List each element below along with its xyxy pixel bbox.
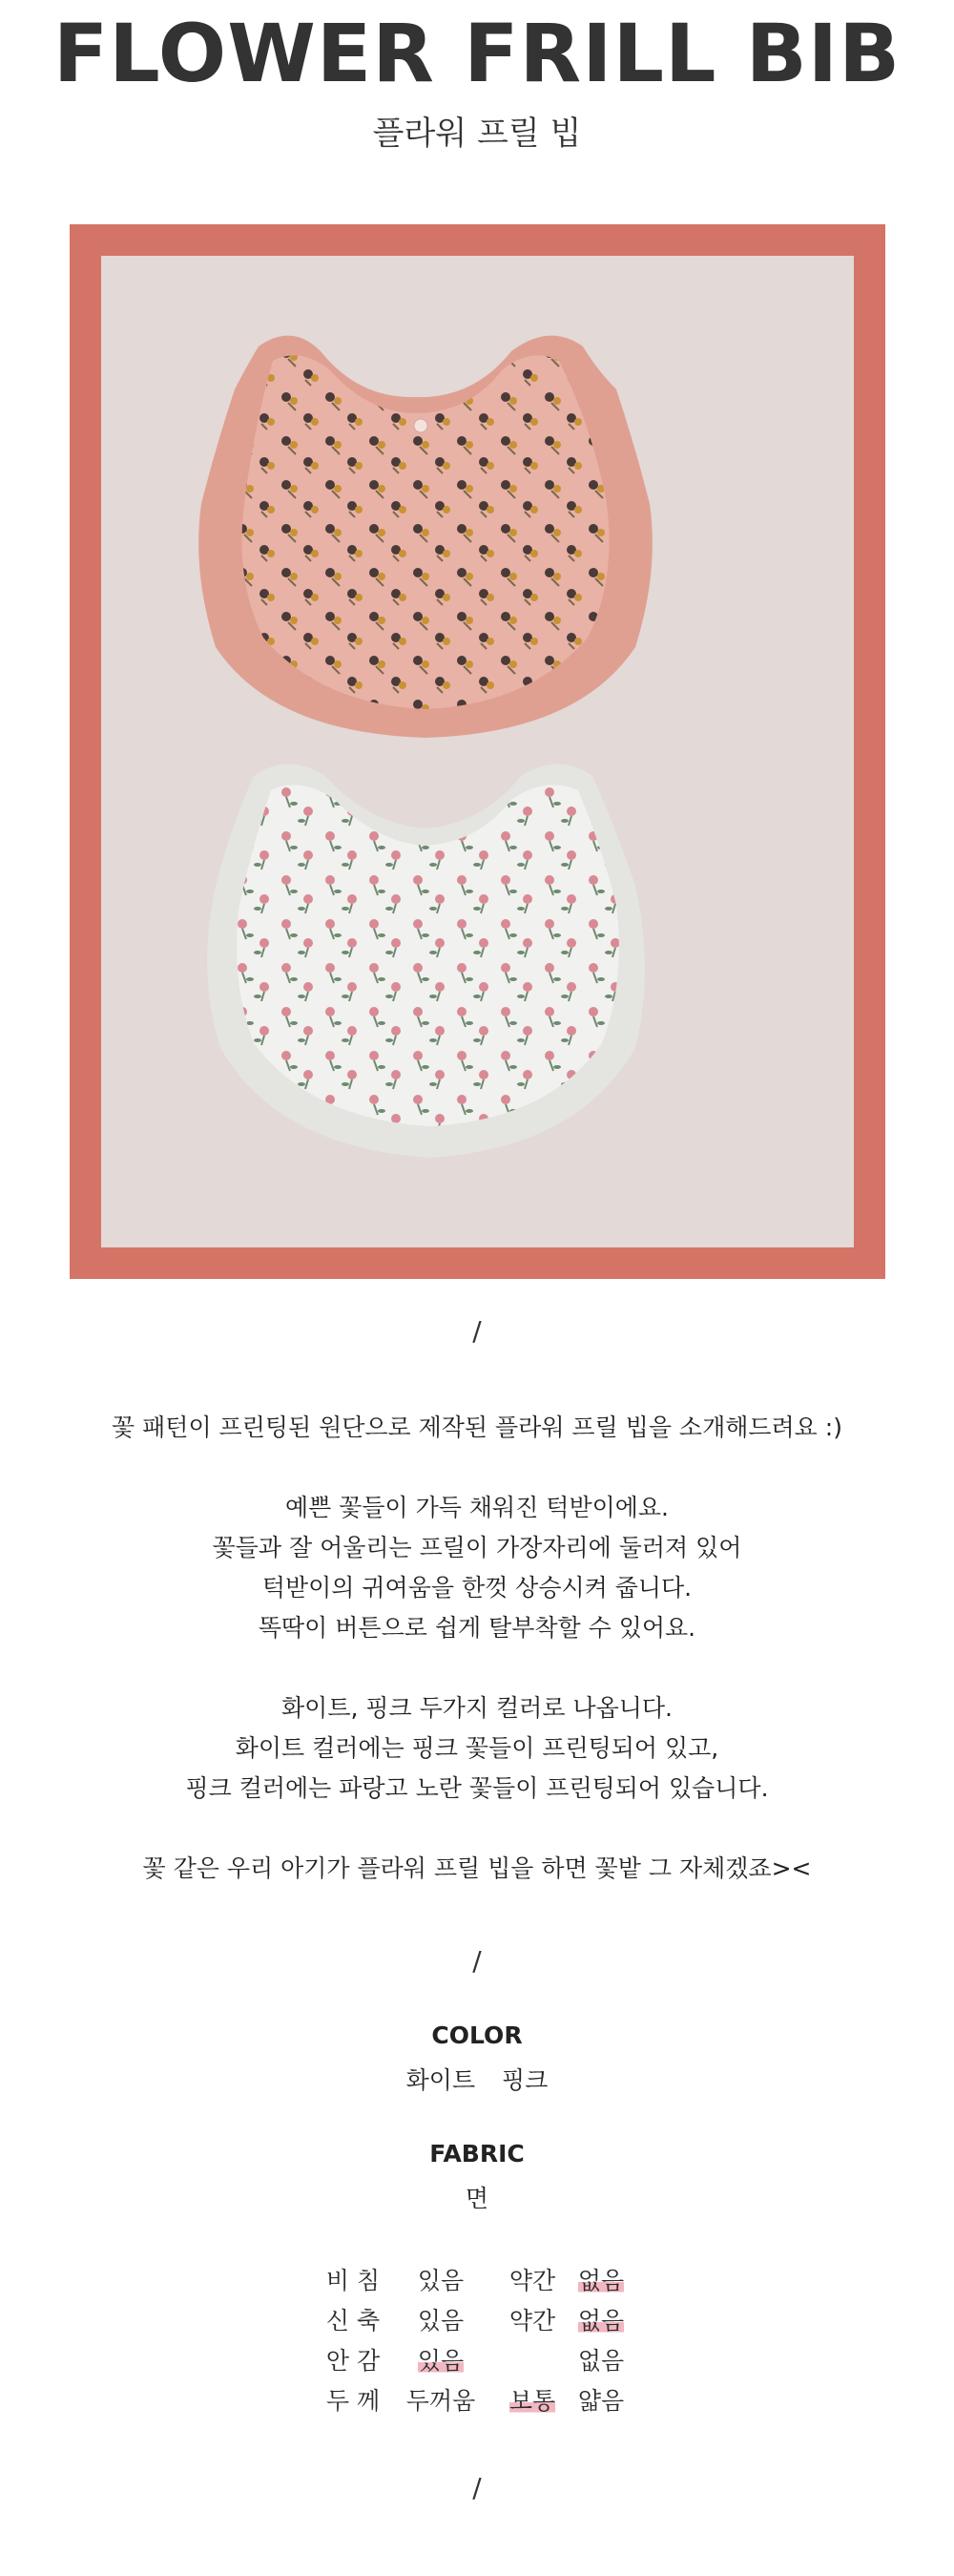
grid-row-label: 안 감 (325, 2347, 381, 2375)
color-option: 화이트 (405, 2066, 476, 2094)
product-photo-frame (70, 224, 885, 1279)
grid-option-selected: 없음 (577, 2307, 625, 2335)
grid-option: 얇음 (577, 2387, 625, 2415)
grid-option: 두꺼움 (405, 2387, 476, 2415)
description-line: 화이트, 핑크 두가지 컬러로 나옵니다. (281, 1694, 673, 1722)
grid-option: 약간 (508, 2307, 556, 2335)
grid-option-selected: 보통 (508, 2387, 556, 2415)
color-label: COLOR (431, 2021, 523, 2049)
description-outro: 꽃 같은 우리 아기가 플라워 프릴 빕을 하면 꽃밭 그 자체겠죠>< (142, 1854, 812, 1882)
grid-option-selected: 없음 (577, 2267, 625, 2294)
color-option: 핑크 (502, 2066, 549, 2094)
grid-option: 있음 (417, 2307, 465, 2335)
color-values (0, 2062, 954, 2096)
description-line: 화이트 컬러에는 핑크 꽃들이 프린팅되어 있고, (235, 1734, 719, 1762)
description-line: 예쁜 꽃들이 가득 채워진 턱받이에요. (285, 1494, 669, 1521)
grid-option: 약간 (508, 2267, 556, 2294)
description-line: 똑딱이 버튼으로 쉽게 탈부착할 수 있어요. (258, 1614, 696, 1642)
pink-bib (198, 336, 653, 738)
grid-row-label: 비 침 (325, 2267, 381, 2294)
product-photo (101, 256, 854, 1247)
bib-illustration (101, 256, 854, 1247)
grid-option: 없음 (577, 2347, 625, 2375)
grid-row-lining (0, 2342, 954, 2382)
page-subtitle: 플라워 프릴 빕 (372, 115, 582, 153)
grid-row-label: 두 께 (325, 2387, 381, 2415)
white-bib (207, 764, 645, 1159)
grid-row-thickness (0, 2382, 954, 2422)
grid-row-sheerness (0, 2262, 954, 2302)
separator-3: / (472, 2472, 482, 2503)
fabric-value: 면 (465, 2185, 489, 2212)
product-description (0, 1408, 954, 1889)
page-title: FLOWER FRILL BIB (52, 7, 902, 100)
grid-option: 있음 (417, 2267, 465, 2294)
description-line: 핑크 컬러에는 파랑고 노란 꽃들이 프린팅되어 있습니다. (185, 1774, 769, 1802)
description-intro: 꽃 패턴이 프린팅된 원단으로 제작된 플라워 프릴 빕을 소개해드려요 :) (112, 1414, 842, 1441)
fabric-label: FABRIC (429, 2140, 525, 2168)
description-line: 꽃들과 잘 어울리는 프릴이 가장자리에 둘러져 있어 (212, 1534, 742, 1561)
separator-1: / (472, 1315, 482, 1347)
grid-row-label: 신 축 (325, 2307, 381, 2335)
separator-2: / (472, 1945, 482, 1977)
grid-row-stretch (0, 2302, 954, 2342)
grid-option-selected: 있음 (417, 2347, 465, 2375)
description-line: 턱받이의 귀여움을 한껏 상승시켜 줍니다. (261, 1574, 693, 1602)
